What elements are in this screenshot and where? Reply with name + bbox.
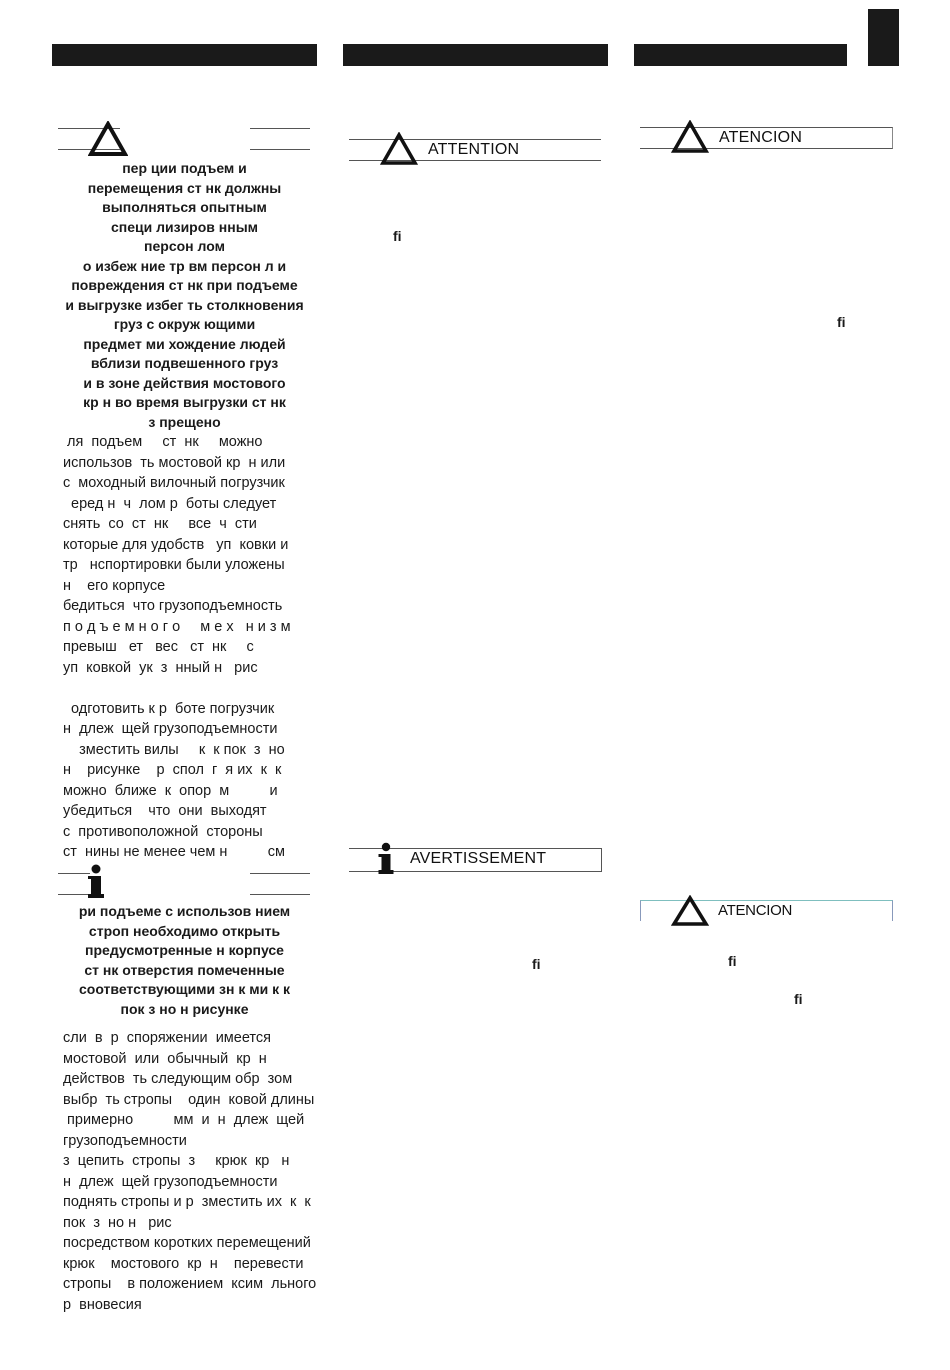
warning-line: груз с окруж ющими <box>113 316 256 332</box>
col2-info-label: AVERTISSEMENT <box>410 850 547 867</box>
warning-line: о избеж ние тр вм персон л и <box>82 257 287 274</box>
text-line: еред н ч лом р боты следует <box>63 495 277 512</box>
text-line: мостовой или обычный кр н <box>63 1050 267 1067</box>
warning-line: з прещено <box>148 413 221 430</box>
info-line: ст нк отверстия помеченные <box>84 961 285 978</box>
warning-line: выполняться опытным <box>102 199 267 215</box>
text-line: пок з но н рис <box>63 1214 172 1231</box>
col3-fi-ligature: fi <box>728 953 737 969</box>
warning-line: вблизи подвешенного груз <box>90 355 279 371</box>
info-line: предусмотренные н корпусе <box>85 942 284 958</box>
warning-line: кр н во время выгрузки ст нк <box>83 394 286 410</box>
col1-warning-text <box>52 159 317 432</box>
warning-line: персон лом <box>144 238 225 254</box>
text-line: ля подъем ст нк можно <box>63 434 263 450</box>
text-line: з цепить стропы з крюк кр н <box>63 1153 290 1169</box>
text-line: которые для удобств уп ковки и <box>63 536 289 553</box>
warning-triangle-icon <box>380 132 418 166</box>
col3-fi-ligature: fi <box>837 314 846 330</box>
text-line: н длеж щей грузоподъемности <box>63 721 278 737</box>
col3-warning-label-2: ATENCION <box>718 902 792 919</box>
text-line: п о д ъ е м н о г о м е х н и з м <box>63 618 291 635</box>
text-line: с противоположной стороны <box>63 823 263 840</box>
col2-fi-ligature: fi <box>393 228 402 244</box>
text-line: ст нины не менее чем н см <box>63 844 285 860</box>
warning-line: пер ции подъем и <box>122 160 247 176</box>
warning-line: повреждения ст нк при подъеме <box>71 277 298 293</box>
text-line: н рисунке р спол г я их к к <box>63 762 282 778</box>
text-line: одготовить к р боте погрузчик <box>63 700 275 717</box>
info-line: ри подъеме с использов нием <box>78 903 291 919</box>
text-line: н его корпусе <box>63 577 166 594</box>
warning-line: предмет ми хождение людей <box>83 335 286 352</box>
warning-line: перемещения ст нк должны <box>87 179 282 196</box>
info-line: соответствующими зн к ми к к <box>79 981 290 997</box>
text-line: р вновесия <box>63 1296 142 1313</box>
text-line: примерно мм и н длеж щей <box>63 1112 305 1128</box>
text-line: стропы в положением ксим льного <box>63 1276 317 1292</box>
text-line: зместить вилы к к пок з но <box>63 741 285 758</box>
text-line: крюк мостового кр н перевести <box>63 1255 304 1272</box>
warning-triangle-icon <box>671 895 709 927</box>
info-line: пок з но н рисунке <box>120 1000 249 1017</box>
header-bar-col3 <box>634 44 847 66</box>
header-bar-col1 <box>52 44 317 66</box>
col3-warning-label: ATENCION <box>719 129 803 146</box>
warning-triangle-icon <box>88 121 128 157</box>
text-line: использов ть мостовой кр н или <box>63 454 286 471</box>
text-line: уп ковкой ук з нный н рис <box>63 659 258 676</box>
text-line: поднять стропы и р зместить их к к <box>63 1194 311 1210</box>
warning-line: специ лизиров нным <box>110 218 259 235</box>
col2-warning-label: ATTENTION <box>428 141 520 158</box>
col2-fi-ligature: fi <box>532 956 541 972</box>
text-line: бедиться что грузоподъемность <box>63 598 283 614</box>
warning-line: и в зоне действия мостового <box>83 374 286 391</box>
text-line: с моходный вилочный погрузчик <box>63 475 285 491</box>
col1-info-text <box>52 902 317 1019</box>
text-line: превыш ет вес ст нк с <box>63 639 254 655</box>
text-line: выбр ть стропы один ковой длины <box>63 1091 315 1108</box>
col1-paragraph-2 <box>63 1028 319 1315</box>
info-i-icon <box>85 864 107 900</box>
col1-paragraph-1 <box>63 432 319 863</box>
text-line: убедиться что они выходят <box>63 803 267 819</box>
text-line: тр нспортировки были уложены <box>63 557 285 573</box>
text-line: действов ть следующим обр зом <box>63 1071 293 1087</box>
warning-triangle-icon <box>671 120 709 154</box>
side-tab <box>868 9 899 66</box>
col3-fi-ligature: fi <box>794 991 803 1007</box>
header-bar-col2 <box>343 44 608 66</box>
text-line: посредством коротких перемещений <box>63 1235 311 1251</box>
info-i-icon <box>376 842 396 876</box>
text-line: можно ближе к опор м и <box>63 782 278 799</box>
text-line: грузоподъемности <box>63 1132 187 1149</box>
warning-line: и выгрузке избег ть столкновения <box>65 296 304 313</box>
text-line: сли в р споряжении имеется <box>63 1030 271 1046</box>
text-line: н длеж щей грузоподъемности <box>63 1173 278 1190</box>
info-line: строп необходимо открыть <box>88 922 281 939</box>
text-line <box>63 678 319 699</box>
text-line: снять со ст нк все ч сти <box>63 516 257 532</box>
